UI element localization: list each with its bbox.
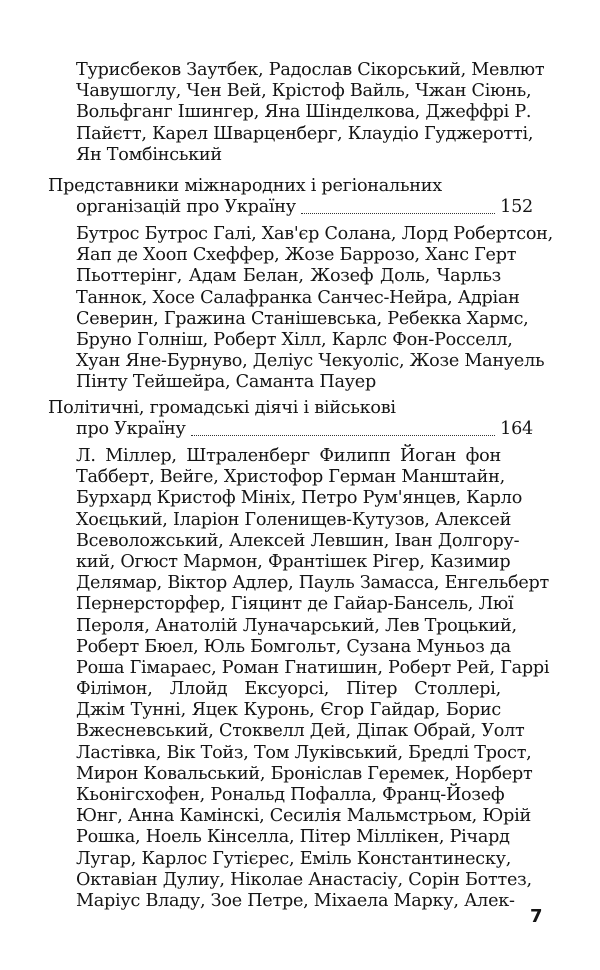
page-number: 7	[530, 906, 543, 927]
text-line: Северин, Гражина Станішевська, Ребекка Хармс,	[76, 308, 529, 329]
names-paragraph-political	[76, 446, 550, 912]
text-line: Всеволожський, Алексей Левшин, Іван Долгору-	[76, 530, 520, 551]
text-line: Таннок, Хосе Салафранка Санчес-Нейра, Адріан	[76, 287, 520, 308]
dot-leader	[301, 201, 495, 214]
text-line: Бутрос Бутрос Галі, Хав'єр Солана, Лорд Робертсон,	[76, 224, 553, 244]
text-line: Вжесневський, Стоквелл Дей, Діпак Обрай, Уолт	[76, 721, 525, 742]
names-paragraph-international	[76, 224, 553, 394]
text-line: Роберт Бюел, Юль Бомгольт, Сузана Муньоз да	[76, 636, 511, 657]
text-line: Пероля, Анатолій Луначарський, Лев Троцький,	[76, 615, 517, 636]
text-line: Ластівка, Вік Тойз, Том Луківський, Бредлі Трост,	[76, 742, 532, 763]
text-line: Пайєтт, Карел Шварценберг, Клаудіо Гуджеротті,	[76, 123, 534, 144]
text-line: Л. Міллер, Штраленберг Филипп Йоган фон	[76, 446, 501, 466]
toc-entry-title-line: організацій про Україну	[76, 197, 296, 218]
text-line: Пернерсторфер, Гіяцинт де Гайар-Бансель, Люї	[76, 594, 514, 615]
toc-page-number: 164	[500, 419, 533, 440]
text-line: Чавушоглу, Чен Вей, Крістоф Вайль, Чжан Сіюнь,	[76, 81, 532, 102]
toc-entry-row	[48, 197, 533, 218]
text-line: Табберт, Вейге, Христофор Герман Манштайн,	[76, 467, 505, 488]
toc-entry-title-line: Представники міжнародних і регіональних	[48, 176, 442, 196]
toc-entry-international-organizations	[48, 176, 533, 218]
toc-page-number: 152	[500, 197, 533, 218]
toc-entry-political-figures	[48, 398, 533, 440]
toc-entry-row	[48, 419, 533, 440]
text-line: Філімон, Ллойд Ексуорсі, Пітер Столлері,	[76, 679, 501, 700]
text-line: Ян Томбінський	[76, 144, 222, 165]
text-line: Лугар, Карлос Гутієрес, Еміль Константинеску,	[76, 848, 512, 869]
text-line: Пінту Тейшейра, Саманта Пауер	[76, 372, 376, 393]
names-paragraph-continued	[76, 60, 545, 166]
text-line: Октавіан Дулиу, Ніколае Анастасіу, Сорін Боттез,	[76, 869, 532, 890]
text-line: Вольфганг Ішингер, Яна Шінделкова, Джеффрі Р.	[76, 102, 532, 123]
text-line: Рошка, Ноель Кінселла, Пітер Міллікен, Річард	[76, 827, 510, 848]
text-line: Турисбеков Заутбек, Радослав Сікорський, Мевлют	[76, 60, 545, 80]
text-line: Джім Тунні, Яцек Куронь, Єгор Гайдар, Борис	[76, 700, 501, 721]
text-line: Маріус Владу, Зое Петре, Міхаела Марку, Алек-	[76, 890, 515, 911]
text-line: Мирон Ковальський, Броніслав Геремек, Норберт	[76, 763, 533, 784]
dot-leader	[191, 423, 496, 436]
text-line: Юнг, Анна Камінскі, Сесилія Мальмстрьом, Юрій	[76, 806, 531, 827]
text-line: Роша Гімараес, Роман Гнатишин, Роберт Рей, Гаррі	[76, 657, 550, 678]
toc-entry-title-line: Політичні, громадські діячі і військові	[48, 398, 396, 418]
text-line: Делямар, Віктор Адлер, Пауль Замасса, Енгельберт	[76, 573, 550, 594]
text-line: Яап де Хооп Схеффер, Жозе Баррозо, Ханс Герт	[76, 245, 517, 266]
toc-entry-title-line: про Україну	[76, 419, 186, 440]
text-line: Хуан Яне-Бурнуво, Деліус Чекуоліс, Жозе Мануель	[76, 351, 545, 372]
text-line: Кьонігсхофен, Рональд Пофалла, Франц-Йозеф	[76, 785, 505, 805]
text-line: Бурхард Кристоф Мініх, Петро Рум'янцев, Карло	[76, 488, 523, 509]
text-line: кий, Огюст Мармон, Франтішек Рігер, Казимир	[76, 551, 511, 572]
text-line: Пьоттерінг, Адам Белан, Жозеф Доль, Чарльз	[76, 266, 501, 287]
text-line: Хоєцький, Іларіон Голенищев-Кутузов, Алексей	[76, 509, 512, 530]
text-line: Бруно Голніш, Роберт Хілл, Карлс Фон-Росселл,	[76, 329, 513, 350]
